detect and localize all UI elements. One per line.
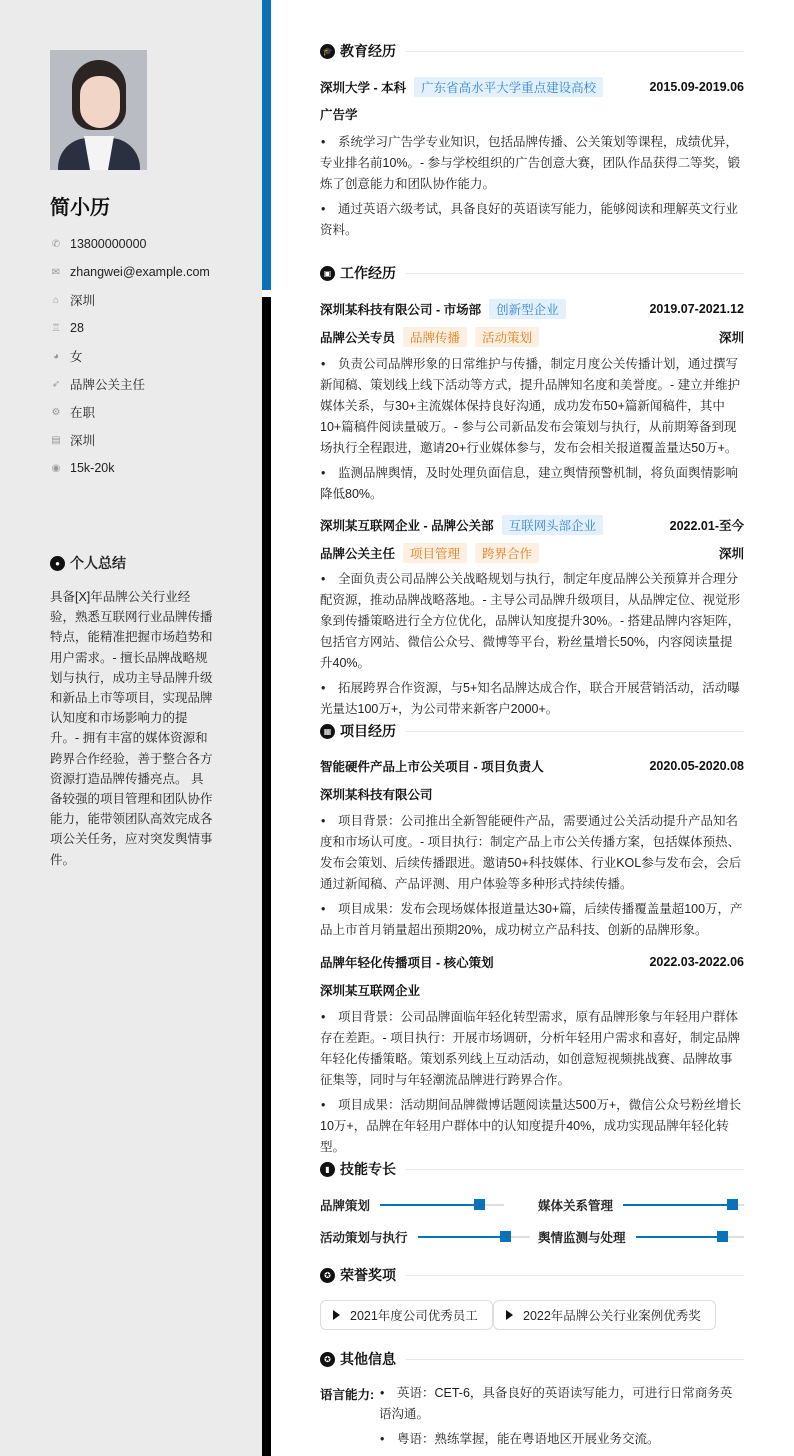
list-item: • 系统学习广告学专业知识，包括品牌传播、公关策划等课程，成绩优异，专业排名前10%。- 参与学校组织的广告创意大赛，团队作品获得二等奖，锻炼了创意能力和团队协作能力。 xyxy=(320,132,744,195)
project-header xyxy=(320,953,744,971)
project-date: 2020.05-2020.08 xyxy=(649,759,744,773)
skill-name: 舆情监测与处理 xyxy=(538,1231,626,1245)
school-tag: 广东省高水平大学重点建设高校 xyxy=(414,77,603,97)
company: 深圳某科技有限公司 - 市场部 xyxy=(320,303,482,317)
gear-icon: ⚙ xyxy=(51,406,61,418)
list-item: • 全面负责公司品牌公关战略规划与执行，制定年度品牌公关预算并合理分配资源，推动品牌战略落地。- 主导公司品牌升级项目，从品牌定位、视觉形象到传播策略进行全方位优化，品牌认知度提升30%。- 搭建品牌内容矩阵，包括官方网站、微信公众号、微博等平台，粉丝量增长50%，内容阅读量提升40%。 xyxy=(320,569,744,674)
grid-icon: ▦ xyxy=(320,724,335,739)
company: 深圳某互联网企业 - 品牌公关部 xyxy=(320,519,494,533)
send-icon: ➶ xyxy=(51,378,61,390)
info-text: 女 xyxy=(70,350,83,364)
skill-name: 品牌策划 xyxy=(320,1199,371,1213)
company: 深圳某科技有限公司 xyxy=(320,788,433,802)
job-bullets xyxy=(320,569,744,724)
award-text: 2021年度公司优秀员工 xyxy=(350,1309,478,1323)
work-heading xyxy=(320,263,744,283)
awards-heading xyxy=(320,1265,744,1285)
info-gender xyxy=(50,342,210,370)
education-header xyxy=(320,77,744,97)
home-icon: ⌂ xyxy=(52,294,60,306)
info-home xyxy=(50,286,210,314)
skill-bar xyxy=(636,1236,744,1238)
project-date: 2022.03-2022.06 xyxy=(649,955,744,969)
job-header xyxy=(320,299,744,319)
section-title: 其他信息 xyxy=(340,1351,396,1367)
award-icon: ✪ xyxy=(320,1268,335,1283)
contact-info xyxy=(50,230,210,482)
skill-tag: 项目管理 xyxy=(403,543,467,563)
info-text: 13800000000 xyxy=(70,237,147,251)
skill-bar xyxy=(380,1204,504,1206)
money-icon: ◉ xyxy=(51,462,61,474)
skill-bar xyxy=(418,1236,530,1238)
skill-tag: 活动策划 xyxy=(475,327,539,347)
list-item: • 英语：CET-6，具备良好的英语读写能力，可进行日常商务英语沟通。 xyxy=(379,1383,744,1425)
skill-item xyxy=(320,1228,530,1246)
other-heading xyxy=(320,1349,744,1369)
school: 深圳大学 - 本科 xyxy=(320,81,407,95)
skill-name: 媒体关系管理 xyxy=(538,1199,614,1213)
job-header xyxy=(320,515,744,535)
info-email xyxy=(50,258,210,286)
role: 品牌公关专员 xyxy=(320,331,396,345)
section-title: 技能专长 xyxy=(340,1161,396,1177)
candidate-name: 简小历 xyxy=(50,197,110,219)
play-icon xyxy=(333,1310,340,1320)
language-bullets xyxy=(379,1383,744,1454)
job-city: 深圳 xyxy=(718,331,744,345)
project-company xyxy=(320,981,744,999)
info-salary xyxy=(50,454,210,482)
mail-icon: ✉ xyxy=(51,266,61,278)
summary-text: 具备[X]年品牌公关行业经验，熟悉互联网行业品牌传播特点，能精准把握市场趋势和用户需求。- 擅长品牌战略规划与执行，成功主导品牌升级和新品上市等项目，实现品牌认知度和市场影响力的提升。- 拥有丰富的媒体资源和跨界合作经验，善于整合各方资源打造品牌传播亮点。 具备较强的项目管理和团队协作能力，能带领团队高效完成各项公关任务，应对突发舆情事件。 xyxy=(50,590,213,867)
skill-item xyxy=(320,1196,504,1214)
summary-title: 个人总结 xyxy=(70,555,126,571)
project-bullets xyxy=(320,811,744,945)
info-text: 在职 xyxy=(70,406,96,420)
briefcase-icon: ▣ xyxy=(320,266,335,281)
job-date: 2022.01-至今 xyxy=(669,519,744,533)
info-text: 深圳 xyxy=(70,434,96,448)
major xyxy=(320,105,744,123)
skill-name: 活动策划与执行 xyxy=(320,1231,408,1245)
building-icon: ▤ xyxy=(51,434,61,446)
user-icon: ● xyxy=(50,556,65,571)
section-title: 工作经历 xyxy=(340,265,396,281)
job-city: 深圳 xyxy=(718,547,744,561)
info-city xyxy=(50,426,210,454)
company: 深圳某互联网企业 xyxy=(320,984,421,998)
skill-item xyxy=(538,1228,744,1246)
language-label xyxy=(320,1385,380,1403)
job-bullets xyxy=(320,354,744,509)
project-name: 品牌年轻化传播项目 - 核心策划 xyxy=(320,956,494,970)
company-tag: 创新型企业 xyxy=(489,299,566,319)
project-company xyxy=(320,785,744,803)
list-item: • 项目背景：公司推出全新智能硬件产品，需要通过公关活动提升产品知名度和市场认可度。- 项目执行：制定产品上市公关传播方案，包括媒体预热、发布会策划、后续传播跟进。邀请50+科技媒体、行业KOL参与发布会，会后通过新闻稿、产品评测、用户体验等多种形式持续传播。 xyxy=(320,811,744,895)
info-icon: ✪ xyxy=(320,1352,335,1367)
list-item: • 项目成果：发布会现场媒体报道量达30+篇，后续传播覆盖量超100万，产品上市首月销量超出预期20%，成功树立产品科技、创新的品牌形象。 xyxy=(320,899,744,941)
list-item: • 拓展跨界合作资源，与5+知名品牌达成合作，联合开展营销活动，活动曝光量达100万+，为公司带来新客户2000+。 xyxy=(320,678,744,720)
education-heading xyxy=(320,41,744,61)
list-item: • 负责公司品牌形象的日常维护与传播，制定月度公关传播计划，通过撰写新闻稿、策划线上线下活动等方式，提升品牌知名度和美誉度。- 建立并维护媒体关系，与30+主流媒体保持良好沟通，成功发布50+篇新闻稿件，其中10+篇稿件阅读量破万。- 参与公司新品发布会策划与执行，从前期筹备到现场执行全程跟进，邀请20+行业媒体参与，发布会相关报道覆盖量达50万+。 xyxy=(320,354,744,459)
summary-heading xyxy=(50,553,126,573)
award-item[interactable] xyxy=(320,1300,493,1330)
list-item: • 监测品牌舆情，及时处理负面信息，建立舆情预警机制，将负面舆情影响降低80%。 xyxy=(320,463,744,505)
role: 品牌公关主任 xyxy=(320,547,396,561)
info-text: zhangwei@example.com xyxy=(70,265,210,279)
list-item: • 粤语：熟练掌握，能在粤语地区开展业务交流。 xyxy=(379,1429,744,1450)
play-icon xyxy=(506,1310,513,1320)
section-title: 教育经历 xyxy=(340,43,396,59)
award-item[interactable] xyxy=(493,1300,716,1330)
info-age xyxy=(50,314,210,342)
chart-icon: ▮ xyxy=(320,1162,335,1177)
info-status xyxy=(50,398,210,426)
info-text: 28 xyxy=(70,321,84,335)
list-item: • 项目背景：公司品牌面临年轻化转型需求，原有品牌形象与年轻用户群体存在差距。- 项目执行：开展市场调研，分析年轻用户需求和喜好，制定品牌年轻化传播策略。策划系列线上互动活动，如创意短视频挑战赛、品牌故事征集等，同时与年轻潮流品牌进行跨界合作。 xyxy=(320,1007,744,1091)
award-text: 2022年品牌公关行业案例优秀奖 xyxy=(523,1309,701,1323)
company-tag: 互联网头部企业 xyxy=(502,515,604,535)
list-item: • 项目成果：活动期间品牌微博话题阅读量达500万+，微信公众号粉丝增长10万+，品牌在年轻用户群体中的认知度提升40%，成功实现品牌年轻化转型。 xyxy=(320,1095,744,1158)
section-title: 项目经历 xyxy=(340,723,396,739)
skill-bar xyxy=(623,1204,744,1206)
education-date: 2015.09-2019.06 xyxy=(649,80,744,94)
info-text: 品牌公关主任 xyxy=(70,378,146,392)
info-position xyxy=(50,370,210,398)
graduation-cap-icon: 🎓 xyxy=(320,44,335,59)
skill-tag: 跨界合作 xyxy=(475,543,539,563)
job-role xyxy=(320,543,744,563)
project-header xyxy=(320,757,744,775)
project-name: 智能硬件产品上市公关项目 - 项目负责人 xyxy=(320,760,544,774)
cake-icon: ♖ xyxy=(51,322,61,334)
info-text: 15k-20k xyxy=(70,461,115,475)
project-bullets xyxy=(320,1007,744,1162)
skill-item xyxy=(538,1196,744,1214)
job-date: 2019.07-2021.12 xyxy=(649,302,744,316)
gender-icon: ◕ xyxy=(52,350,60,362)
info-phone xyxy=(50,230,210,258)
projects-heading xyxy=(320,721,744,741)
major-text: 广告学 xyxy=(320,108,358,122)
divider-bar xyxy=(262,297,271,1456)
info-text: 深圳 xyxy=(70,294,96,308)
section-title: 荣誉奖项 xyxy=(340,1267,396,1283)
label-text: 语言能力: xyxy=(320,1388,375,1402)
list-item: • 通过英语六级考试，具备良好的英语读写能力，能够阅读和理解英文行业资料。 xyxy=(320,199,744,241)
avatar-photo xyxy=(50,50,147,170)
phone-icon: ✆ xyxy=(51,238,61,250)
skill-tag: 品牌传播 xyxy=(403,327,467,347)
skills-heading xyxy=(320,1159,744,1179)
accent-bar xyxy=(262,0,271,290)
education-bullets xyxy=(320,132,744,245)
job-role xyxy=(320,327,744,347)
